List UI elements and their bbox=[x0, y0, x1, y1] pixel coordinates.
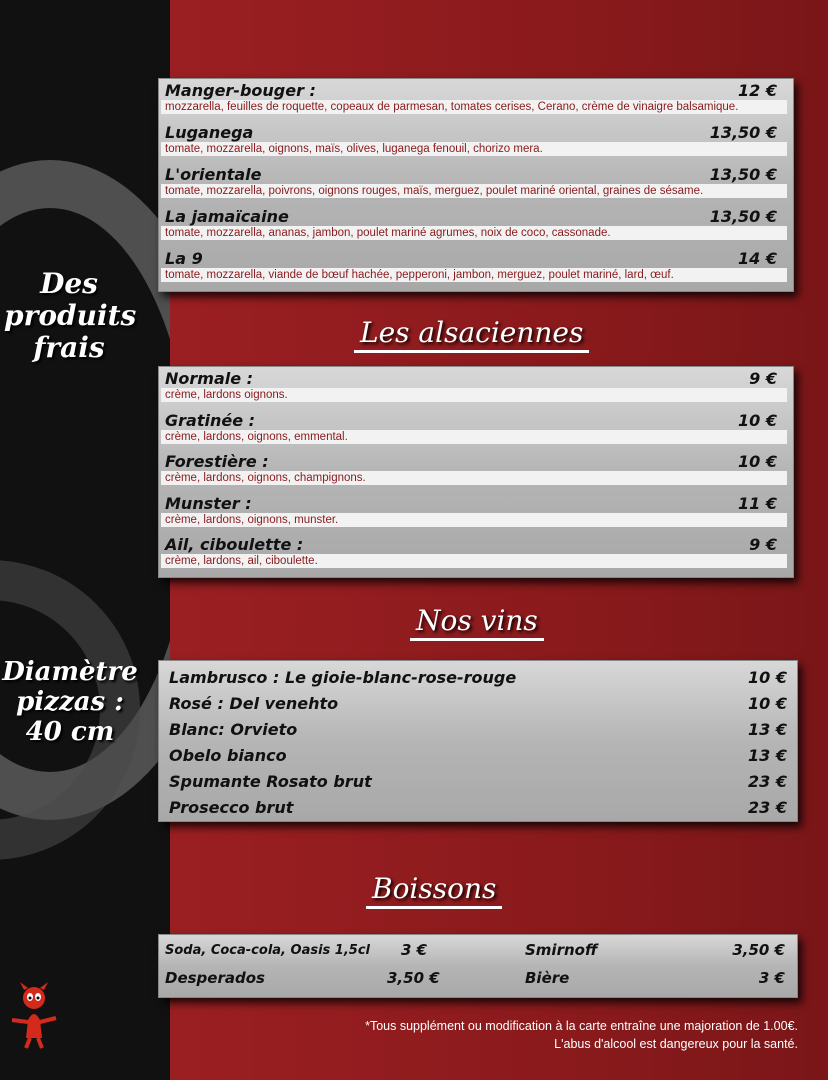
item-name: Ail, ciboulette : bbox=[165, 535, 304, 554]
drink-price: 3 € bbox=[758, 969, 785, 987]
drink-price: 3 € bbox=[401, 941, 428, 959]
heading-underline bbox=[354, 350, 589, 353]
pizza-panel bbox=[158, 78, 794, 292]
side-text-line: frais bbox=[33, 331, 105, 365]
item-price: 12 € bbox=[738, 81, 777, 100]
side-text-line: 40 cm bbox=[25, 716, 115, 747]
item-description: crème, lardons, oignons, champignons. bbox=[161, 471, 787, 485]
left-panel bbox=[0, 0, 170, 1080]
item-price: 11 € bbox=[738, 493, 777, 513]
drink-name: Desperados bbox=[165, 969, 265, 987]
item-description: tomate, mozzarella, ananas, jambon, poulet mariné agrumes, noix de coco, cassonade. bbox=[161, 226, 787, 240]
side-text-diameter bbox=[0, 658, 140, 748]
drink-name: Soda, Coca-cola, Oasis 1,5cl bbox=[165, 943, 370, 958]
side-text-line: pizzas : bbox=[16, 686, 124, 717]
menu-item bbox=[165, 494, 787, 536]
menu-item bbox=[165, 535, 787, 577]
item-name: L'orientale bbox=[165, 165, 262, 184]
item-description: mozzarella, feuilles de roquette, copeaux de parmesan, tomates cerises, Cerano, crème de vinaigre balsamique. bbox=[161, 100, 787, 114]
boissons-row bbox=[165, 939, 791, 965]
item-price: 13,50 € bbox=[709, 207, 777, 226]
devil-mascot-icon bbox=[8, 980, 58, 1050]
item-name: Munster : bbox=[165, 493, 252, 513]
item-name: Normale : bbox=[165, 369, 254, 388]
wine-row bbox=[169, 769, 787, 795]
vins-panel bbox=[158, 660, 798, 822]
menu-item bbox=[165, 123, 787, 165]
item-description: tomate, mozzarella, poivrons, oignons rouges, maïs, merguez, poulet mariné oriental, graines de sésame. bbox=[161, 184, 787, 198]
drink-name: Smirnoff bbox=[525, 941, 598, 959]
item-price: 13,50 € bbox=[709, 165, 777, 184]
wine-row bbox=[169, 691, 787, 717]
boissons-heading bbox=[372, 872, 496, 905]
footer-line: L'abus d'alcool est dangereux pour la santé. bbox=[554, 1036, 798, 1051]
item-price: 10 € bbox=[738, 410, 777, 430]
wine-price: 23 € bbox=[748, 798, 787, 817]
wine-name: Blanc: Orvieto bbox=[169, 720, 298, 739]
item-name: Manger-bouger : bbox=[165, 81, 316, 100]
wine-row bbox=[169, 665, 787, 691]
wine-row bbox=[169, 795, 787, 821]
boissons-panel bbox=[158, 934, 798, 998]
item-price: 9 € bbox=[749, 369, 777, 388]
wine-name: Spumante Rosato brut bbox=[169, 772, 372, 791]
wine-name: Prosecco brut bbox=[169, 798, 294, 817]
wine-price: 10 € bbox=[748, 694, 787, 713]
wine-price: 13 € bbox=[748, 746, 787, 765]
menu-item bbox=[165, 81, 787, 123]
menu-item bbox=[165, 369, 787, 411]
pizza-list bbox=[165, 81, 787, 291]
heading-underline bbox=[410, 638, 544, 641]
vins-list bbox=[169, 665, 787, 821]
alsaciennes-list bbox=[165, 369, 787, 577]
footer-line: *Tous supplément ou modification à la carte entraîne une majoration de 1.00€. bbox=[365, 1019, 798, 1033]
side-text-line: Diamètre bbox=[2, 657, 138, 687]
item-description: crème, lardons, ail, ciboulette. bbox=[161, 554, 787, 568]
wine-price: 10 € bbox=[748, 668, 787, 687]
item-price: 13,50 € bbox=[709, 123, 777, 142]
item-description: crème, lardons, oignons, munster. bbox=[161, 513, 787, 527]
footer-notes bbox=[365, 1018, 798, 1053]
wine-name: Obelo bianco bbox=[169, 746, 287, 765]
boissons-heading-text: Boissons bbox=[372, 872, 497, 905]
item-name: Gratinée : bbox=[165, 410, 256, 430]
item-description: tomate, mozzarella, viande de bœuf hachée, pepperoni, jambon, merguez, poulet mariné, lard, œuf. bbox=[161, 268, 787, 282]
boissons-row bbox=[165, 965, 791, 991]
item-price: 10 € bbox=[738, 452, 777, 471]
menu-item bbox=[165, 165, 787, 207]
drink-price: 3,50 € bbox=[387, 969, 440, 987]
wine-name: Rosé : Del venehto bbox=[169, 694, 339, 713]
heading-underline bbox=[366, 906, 502, 909]
alsaciennes-panel bbox=[158, 366, 794, 578]
side-text-line: Des bbox=[40, 267, 98, 300]
alsaciennes-heading-text: Les alsaciennes bbox=[360, 316, 584, 349]
alsaciennes-heading bbox=[360, 316, 583, 349]
menu-item bbox=[165, 249, 787, 291]
menu-item bbox=[165, 411, 787, 453]
item-description: tomate, mozzarella, oignons, maïs, olives, luganega fenouil, chorizo mera. bbox=[161, 142, 787, 156]
wine-price: 13 € bbox=[748, 720, 787, 739]
drink-price: 3,50 € bbox=[732, 941, 785, 959]
item-description: crème, lardons oignons. bbox=[161, 388, 787, 402]
item-name: La 9 bbox=[165, 249, 203, 268]
wine-name: Lambrusco : Le gioie-blanc-rose-rouge bbox=[169, 668, 517, 687]
menu-item bbox=[165, 207, 787, 249]
item-name: Forestière : bbox=[165, 452, 269, 471]
menu-item bbox=[165, 452, 787, 494]
vins-heading-text: Nos vins bbox=[416, 604, 538, 637]
item-price: 14 € bbox=[738, 249, 777, 268]
drink-name: Bière bbox=[525, 969, 570, 987]
wine-row bbox=[169, 717, 787, 743]
item-name: Luganega bbox=[165, 123, 254, 142]
item-price: 9 € bbox=[749, 535, 777, 554]
wine-price: 23 € bbox=[748, 772, 787, 791]
side-text-fresh bbox=[4, 267, 137, 365]
item-description: crème, lardons, oignons, emmental. bbox=[161, 430, 787, 444]
vins-heading bbox=[416, 604, 538, 637]
item-name: La jamaïcaine bbox=[165, 207, 289, 226]
side-text-line: produits bbox=[4, 299, 137, 333]
wine-row bbox=[169, 743, 787, 769]
